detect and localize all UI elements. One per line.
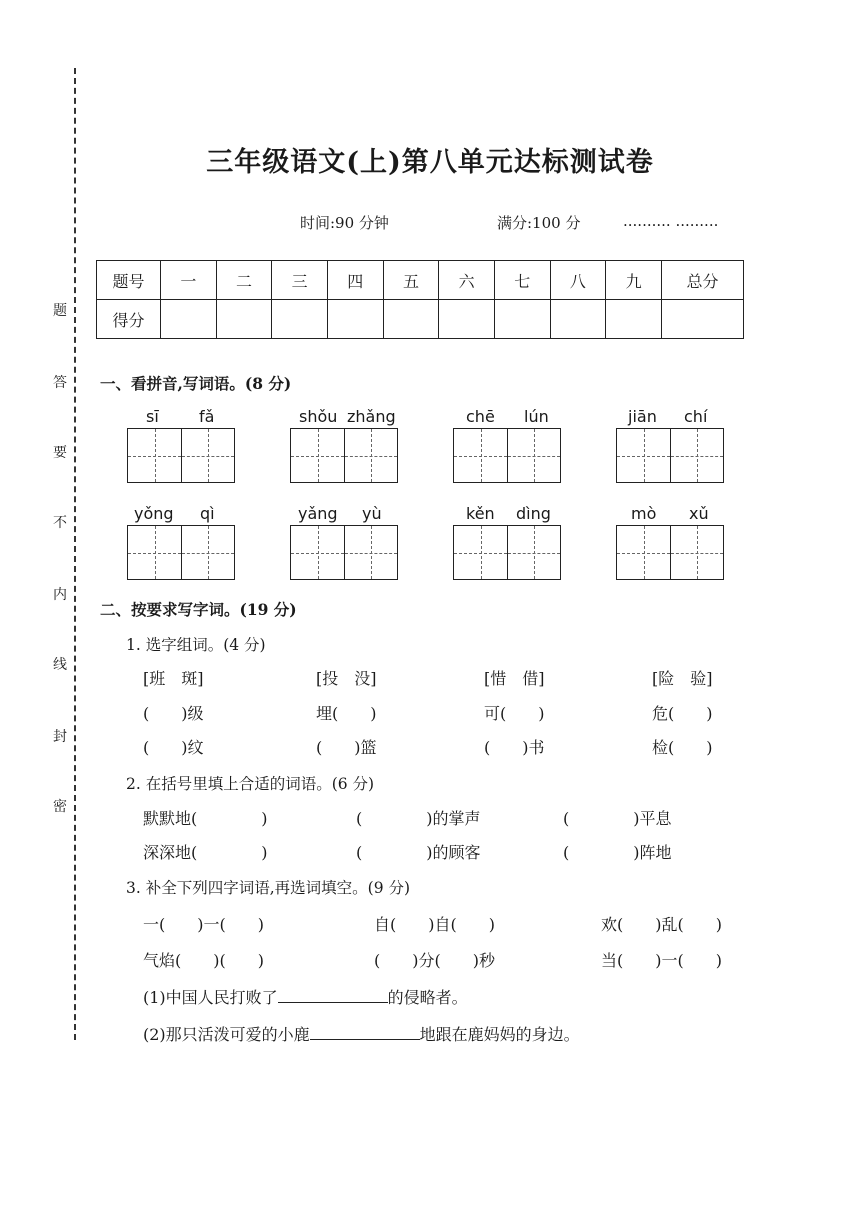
fill-blank-item[interactable]: ( )的顾客 [356, 843, 481, 862]
pinyin-label: kěn [466, 504, 495, 523]
fill-blank-item[interactable]: ( )级 [143, 704, 204, 723]
binding-text-char: 密 [53, 799, 67, 815]
table-cell: 三 [272, 261, 328, 300]
question-1-title: 1. 选字组词。(4 分) [126, 636, 266, 654]
binding-text-char: 线 [53, 657, 67, 673]
pinyin-label: chí [684, 407, 708, 426]
fill-blank-item[interactable]: ( )的掌声 [356, 809, 481, 828]
score-cell[interactable] [494, 300, 550, 339]
score-cell[interactable] [439, 300, 495, 339]
score-cell[interactable] [606, 300, 662, 339]
sentence-text: 地跟在鹿妈妈的身边。 [419, 1025, 580, 1044]
table-cell: 一 [161, 261, 217, 300]
fill-blank-item[interactable]: 气焰( )( ) [143, 951, 264, 970]
section-2-heading: 二、按要求写字词。(19 分) [100, 600, 297, 619]
fill-blank-item[interactable]: ( )纹 [143, 738, 204, 757]
binding-dashed-line [74, 68, 76, 1040]
score-cell[interactable] [161, 300, 217, 339]
writing-grid[interactable] [290, 525, 398, 580]
table-cell: 二 [216, 261, 272, 300]
fill-blank-item[interactable]: ( )平息 [563, 809, 672, 828]
pinyin-label: yǎng [298, 504, 338, 523]
question-3-title: 3. 补全下列四字词语,再选词填空。(9 分) [126, 879, 411, 897]
writing-grid[interactable] [453, 428, 561, 483]
fill-blank-item[interactable]: 深深地( ) [143, 843, 268, 862]
pinyin-label: yù [362, 504, 382, 523]
fill-blank-item[interactable]: ( )书 [484, 738, 545, 757]
table-cell: 得分 [97, 300, 161, 339]
score-cell[interactable] [272, 300, 328, 339]
answer-blank[interactable] [278, 986, 388, 1003]
sentence-text: (2)那只活泼可爱的小鹿 [143, 1025, 310, 1044]
table-cell: 题号 [97, 261, 161, 300]
score-table-score-row [97, 300, 744, 339]
pinyin-label: zhǎng [347, 407, 396, 426]
table-cell: 总分 [662, 261, 744, 300]
char-choice-group: [惜 借] [484, 669, 545, 688]
fill-blank-item[interactable]: 检( ) [652, 738, 713, 757]
score-table [96, 260, 744, 339]
fill-blank-item[interactable]: 当( )一( ) [601, 951, 722, 970]
binding-text-char: 不 [53, 515, 67, 531]
table-cell: 七 [494, 261, 550, 300]
exam-time: 时间:90 分钟 [300, 214, 389, 232]
sentence-text: 的侵略者。 [387, 988, 468, 1007]
writing-grid[interactable] [453, 525, 561, 580]
table-cell: 四 [327, 261, 383, 300]
char-choice-group: [投 没] [316, 669, 377, 688]
fill-blank-item[interactable]: 埋( ) [316, 704, 377, 723]
writing-grid[interactable] [290, 428, 398, 483]
score-table-header-row [97, 261, 744, 300]
fill-blank-item[interactable]: 默默地( ) [143, 809, 268, 828]
pinyin-label: fǎ [199, 407, 215, 426]
fill-blank-item[interactable]: 欢( )乱( ) [601, 915, 722, 934]
binding-text-char: 内 [53, 587, 67, 603]
binding-text-char: 要 [53, 445, 67, 461]
pinyin-label: shǒu [299, 407, 338, 426]
sentence-text: (1)中国人民打败了 [143, 988, 278, 1007]
pinyin-label: sī [146, 407, 159, 426]
fill-blank-item[interactable]: 自( )自( ) [374, 915, 495, 934]
char-choice-group: [班 斑] [143, 669, 204, 688]
pinyin-label: dìng [516, 504, 551, 523]
writing-grid[interactable] [616, 428, 724, 483]
answer-blank[interactable] [310, 1023, 420, 1040]
table-cell: 八 [550, 261, 606, 300]
pinyin-label: chē [466, 407, 495, 426]
score-cell[interactable] [327, 300, 383, 339]
writing-grid[interactable] [616, 525, 724, 580]
page-title: 三年级语文(上)第八单元达标测试卷 [206, 147, 654, 178]
sentence-2 [143, 1022, 580, 1045]
writing-grid[interactable] [127, 428, 235, 483]
question-2-title: 2. 在括号里填上合适的词语。(6 分) [126, 775, 375, 793]
binding-text-char: 答 [53, 375, 67, 391]
pinyin-label: jiān [628, 407, 657, 426]
binding-text-char: 题 [53, 303, 67, 319]
fill-blank-item[interactable]: 可( ) [484, 704, 545, 723]
score-cell[interactable] [216, 300, 272, 339]
pinyin-label: mò [631, 504, 657, 523]
writing-grid[interactable] [127, 525, 235, 580]
fill-blank-item[interactable]: ( )分( )秒 [374, 951, 495, 970]
score-cell[interactable] [662, 300, 744, 339]
fill-blank-item[interactable]: 危( ) [652, 704, 713, 723]
table-cell: 六 [439, 261, 495, 300]
pinyin-label: qì [200, 504, 215, 523]
table-cell: 九 [606, 261, 662, 300]
table-cell: 五 [383, 261, 439, 300]
score-cell[interactable] [550, 300, 606, 339]
pinyin-label: yǒng [134, 504, 174, 523]
fill-blank-item[interactable]: ( )篮 [316, 738, 377, 757]
binding-text-char: 封 [53, 729, 67, 745]
section-1-heading: 一、看拼音,写词语。(8 分) [100, 374, 292, 393]
pinyin-label: xǔ [689, 504, 709, 523]
sentence-1 [143, 985, 468, 1008]
fill-blank-item[interactable]: 一( )一( ) [143, 915, 264, 934]
score-cell[interactable] [383, 300, 439, 339]
char-choice-group: [险 验] [652, 669, 713, 688]
pinyin-label: lún [524, 407, 549, 426]
full-score: 满分:100 分 [497, 214, 581, 232]
name-dots: .......... ......... [623, 212, 719, 230]
fill-blank-item[interactable]: ( )阵地 [563, 843, 672, 862]
